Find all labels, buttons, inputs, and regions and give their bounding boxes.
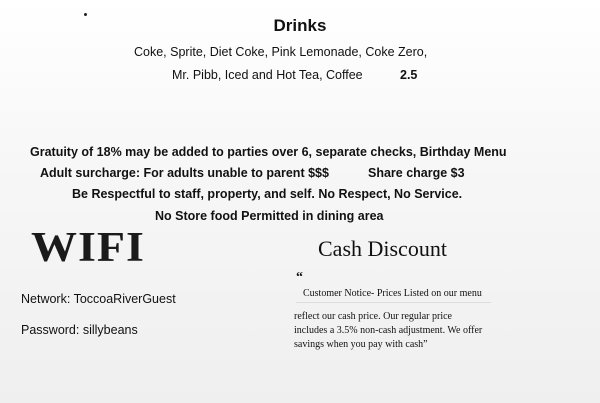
cash-notice-line-2: reflect our cash price. Our regular price [294,311,452,322]
wifi-title: WIFI [31,223,145,271]
drinks-title: Drinks [273,16,327,35]
cash-notice-line-4: savings when you pay with cash” [294,339,428,350]
cash-discount-title: Cash Discount [318,236,447,261]
wifi-password: Password: sillybeans [21,323,138,337]
cash-notice-line-1: Customer Notice- Prices Listed on our menu [303,288,482,299]
adult-surcharge-policy: Adult surcharge: For adults unable to parent $$$ [40,166,329,180]
notice-divider [296,302,491,303]
share-charge-policy: Share charge $3 [368,166,465,180]
quote-mark: “ [296,270,303,285]
drinks-list-line-1: Coke, Sprite, Diet Coke, Pink Lemonade, Coke Zero, [134,45,428,59]
drinks-list-line-2: Mr. Pibb, Iced and Hot Tea, Coffee [172,68,363,82]
drinks-price: 2.5 [400,68,418,82]
store-food-policy: No Store food Permitted in dining area [155,209,384,223]
respect-policy: Be Respectful to staff, property, and self. No Respect, No Service. [72,187,463,201]
gratuity-policy: Gratuity of 18% may be added to parties over 6, separate checks, Birthday Menu [30,145,507,159]
wifi-network: Network: ToccoaRiverGuest [21,292,176,306]
cash-notice-line-3: includes a 3.5% non-cash adjustment. We offer [294,325,483,336]
